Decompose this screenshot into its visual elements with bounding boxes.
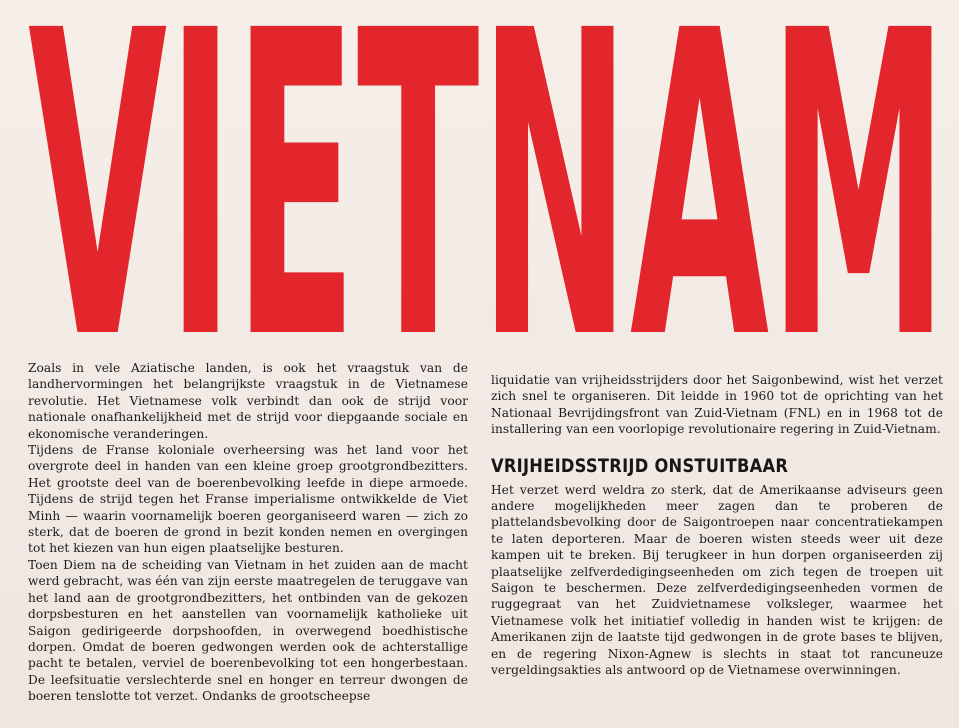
- paragraph: Toen Diem na de scheiding van Vietnam in het zuiden aan de macht werd gebracht, was één van zijn eerste maatregelen de teruggave van het land aan de grootgrondbezitters, het ontbinden van de gekozen dorpsbesturen en het aanstellen van voornamelijk katholieke uit Saigon gedirigeerde dorpshoofden, in overwegend boedhistische dorpen. Omdat de boeren gedwongen werden ook de achterstallige pacht te betalen, verviel de boerenbevolking tot een hongerbestaan. De leefsituatie verslechterde snel en honger en terreur dwongen de boeren tenslotte tot verzet. Ondanks de grootscheepse: [28, 557, 468, 704]
- paragraph: Het verzet werd weldra zo sterk, dat de Amerikaanse adviseurs geen andere mogelijkheden meer zagen dan te proberen de plattelandsbevolking door de Saigontroepen naar concentratiekampen te laten deporteren. Maar de boeren wisten steeds weer uit deze kampen uit te breken. Bij terugkeer in hun dorpen organiseerden zij plaatselijke zelfverdedigingseenheden om zich tegen de troepen uit Saigon te beschermen. Deze zelfverdedigingseenheden vormen de ruggegraat van het Zuidvietnamese volksleger, waarmee het Vietnamese volk het initiatief volledig in handen wist te krijgen: de Amerikanen zijn de laatste tijd gedwongen in de grote bases te blijven, en de regering Nixon-Agnew is slechts in staat tot rancuneuze vergeldingsakties als antwoord op de Vietnamese overwinningen.: [491, 482, 943, 678]
- paragraph: Zoals in vele Aziatische landen, is ook het vraagstuk van de landhervormingen het belangrijkste vraagstuk in de Vietnamese revolutie. Het Vietnamese volk verbindt dan ook de strijd voor nationale onafhankelijkheid met de strijd voor diepgaande sociale en ekonomische veranderingen.: [28, 361, 468, 441]
- paragraph: Tijdens de Franse koloniale overheersing was het land voor het overgrote deel in handen van een kleine groep grootgrondbezitters. Het grootste deel van de boerenbevolking leefde in diepe armoede. Tijdens de strijd tegen het Franse imperialisme ontwikkelde de Viet Minh — waarin voornamelijk boeren georganiseerd waren — zich zo sterk, dat de boeren de grond in bezit konden nemen en overgingen tot het kiezen van hun eigen plaatselijke besturen.: [28, 443, 468, 556]
- right-column: [491, 372, 943, 679]
- masthead: [28, 14, 948, 334]
- paragraph: liquidatie van vrijheidsstrijders door het Saigonbewind, wist het verzet zich snel te organiseren. Dit leidde in 1960 tot de oprichting van het Nationaal Bevrijdingsfront van Zuid-Vietnam (FNL) en in 1968 tot de installering van een voorlopige revolutionaire regering in Zuid-Vietnam.: [491, 373, 943, 437]
- masthead-title-graphic: [28, 14, 948, 334]
- left-column: [28, 360, 468, 705]
- section-heading: VRIJHEIDSSTRIJD ONSTUITBAAR: [491, 455, 789, 477]
- masthead-title: VIETNAM: [28, 14, 948, 334]
